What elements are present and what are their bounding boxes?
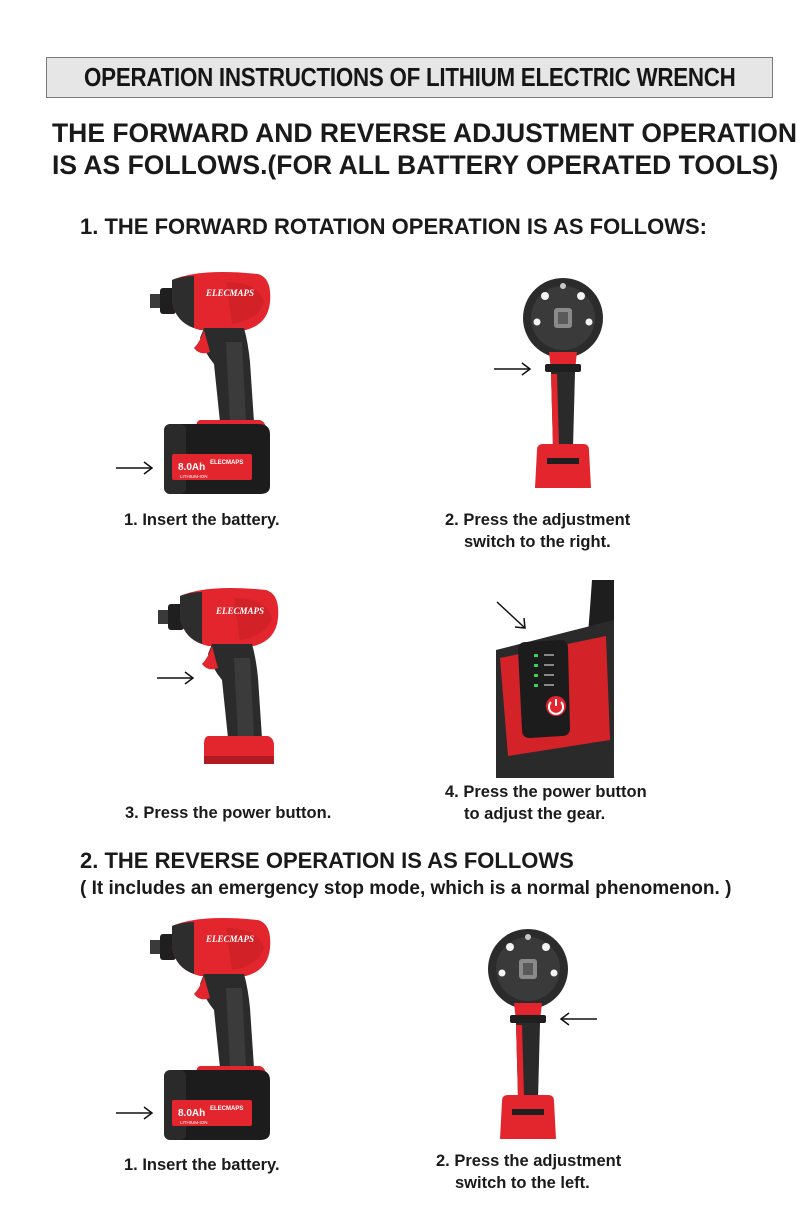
reverse-step-2-caption: 2. Press the adjustment switch to the left. [436, 1152, 622, 1192]
wrench-no-battery-image [168, 588, 292, 788]
wrench-with-battery-image [160, 918, 280, 1148]
arrow-left-icon [557, 1011, 597, 1027]
reverse-step-1-caption: 1. Insert the battery. [124, 1156, 280, 1174]
battery-type-label: LITHIUM-ION [180, 1120, 208, 1125]
arrow-right-icon [157, 670, 197, 686]
arrow-diagonal-icon [495, 600, 529, 634]
forward-heading: 1. THE FORWARD ROTATION OPERATION IS AS FOLLOWS: [80, 214, 707, 239]
intro-line-1: THE FORWARD AND REVERSE ADJUSTMENT OPERATION [52, 118, 797, 148]
forward-step-2-caption: 2. Press the adjustment switch to the right. [445, 511, 631, 551]
arrow-right-icon [494, 361, 534, 377]
reverse-heading: 2. THE REVERSE OPERATION IS AS FOLLOWS [80, 848, 574, 873]
wrench-front-view-image [523, 278, 603, 490]
arrow-right-icon [116, 1105, 156, 1121]
page-title: OPERATION INSTRUCTIONS OF LITHIUM ELECTRIC WRENCH [83, 62, 736, 92]
intro-heading [52, 117, 797, 181]
wrench-with-battery-image [160, 272, 280, 502]
battery-type-label: LITHIUM-ION [180, 474, 208, 479]
forward-step-4-caption: 4. Press the power button to adjust the gear. [445, 783, 647, 823]
battery-brand-label: ELECMAPS [210, 1106, 244, 1112]
battery-capacity-label: 8.0Ah [178, 462, 206, 473]
reverse-note: ( It includes an emergency stop mode, which is a normal phenomenon. ) [80, 878, 732, 899]
battery-capacity-label: 8.0Ah [178, 1108, 206, 1119]
title-banner [46, 57, 773, 98]
wrench-front-view-image [488, 929, 568, 1141]
forward-step-1-caption: 1. Insert the battery. [124, 511, 280, 529]
brand-logo: ELECMAPS [206, 288, 255, 298]
brand-logo: ELECMAPS [216, 606, 265, 616]
brand-logo: ELECMAPS [206, 934, 255, 944]
forward-step-3-caption: 3. Press the power button. [125, 804, 332, 822]
battery-brand-label: ELECMAPS [210, 460, 244, 466]
arrow-right-icon [116, 460, 156, 476]
intro-line-2: IS AS FOLLOWS.(FOR ALL BATTERY OPERATED TOOLS) [52, 150, 779, 180]
